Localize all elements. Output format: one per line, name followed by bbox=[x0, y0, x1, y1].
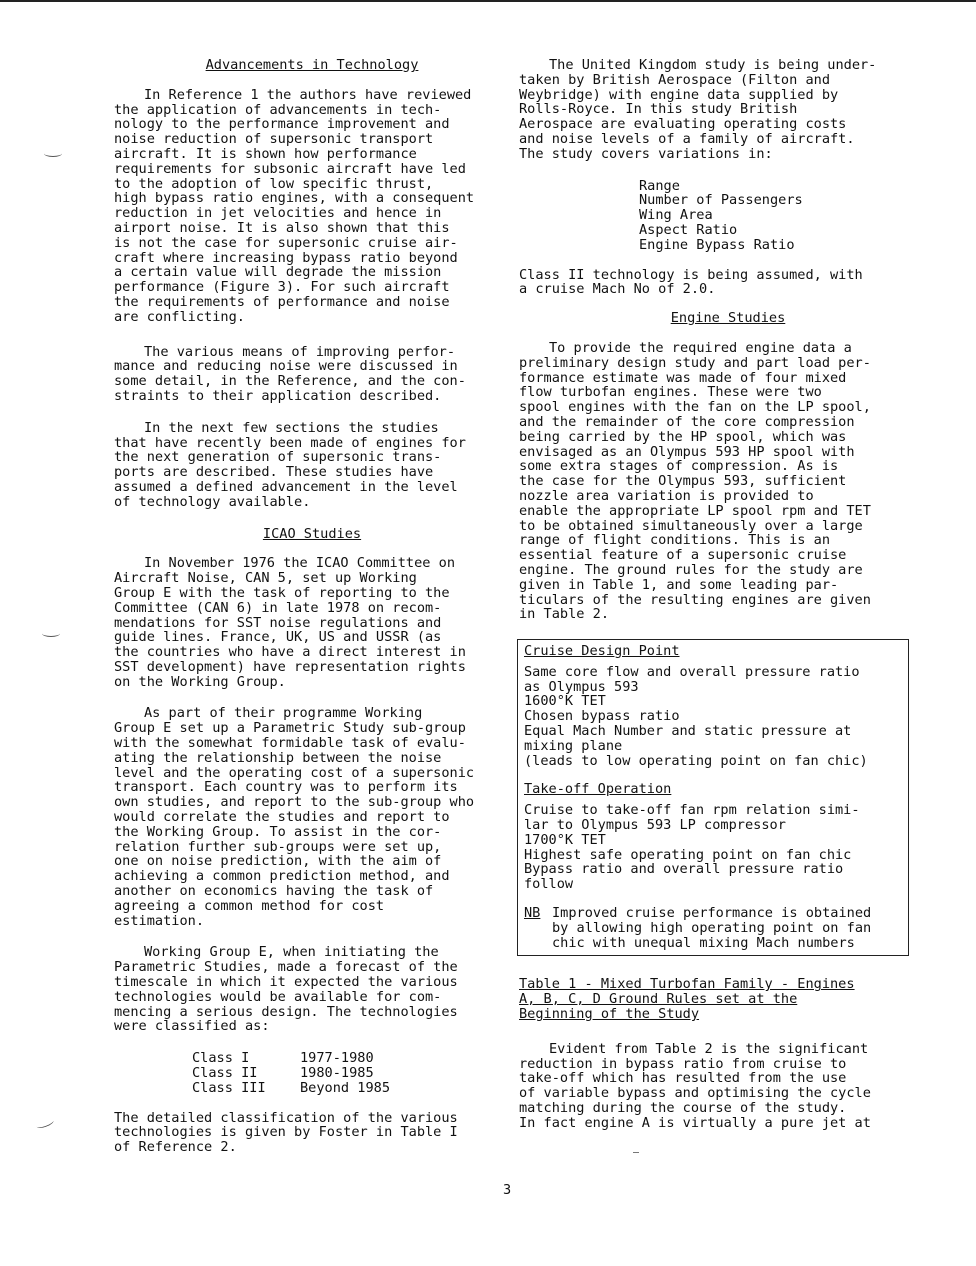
table-caption: Table 1 - Mixed Turbofan Family - Engines A, B, C, D Ground Rules set at the Beginning of the Study bbox=[519, 976, 855, 1023]
rule-item: 1600°K TET bbox=[524, 693, 606, 710]
margin-mark bbox=[42, 630, 60, 637]
rule-item: Same core flow and overall pressure ratio as Olympus 593 bbox=[524, 663, 860, 695]
ground-rules-table bbox=[517, 639, 909, 956]
paragraph: In Reference 1 the authors have reviewed the application of advancements in tech- nology to the performance improvement and noise reduction of supersonic transport aircraft. It is shown how performance requirements for subsonic aircraft have led to the adoption of low specific thrust, high bypass ratio engines, with a consequent reduction in jet velocities and hence in airport noise. It is also shown that this is not the case for supersonic cruise air- craft where increasing bypass ratio beyond a certain value will degrade the mission performance (Figure 3). For such aircraft the requirements of performance and noise are conflicting. bbox=[114, 86, 475, 325]
class-name: Class III bbox=[192, 1079, 266, 1096]
class-years: 1980-1985 bbox=[300, 1065, 374, 1082]
paragraph: The detailed classification of the various technologies is given by Foster in Table I of Reference 2. bbox=[114, 1109, 458, 1156]
table-row bbox=[192, 1051, 390, 1066]
table-row bbox=[192, 1066, 390, 1081]
paragraph: Working Group E, when initiating the Parametric Studies, made a forecast of the timescale in which it expected the various technologies would be available for com- mencing a serious design. The technologies were classified as: bbox=[114, 944, 458, 1035]
right-column bbox=[519, 58, 909, 1148]
section-heading-engine-studies: Engine Studies bbox=[670, 310, 786, 327]
nb-note bbox=[524, 906, 902, 950]
cruise-design-point-heading: Cruise Design Point bbox=[524, 643, 680, 660]
rule-item: Chosen bypass ratio bbox=[524, 708, 680, 725]
rule-item: Cruise to take-off fan rpm relation simi- lar to Olympus 593 LP compressor bbox=[524, 802, 860, 834]
class-years: Beyond 1985 bbox=[300, 1079, 391, 1096]
technology-class-table bbox=[192, 1051, 390, 1095]
left-column bbox=[114, 58, 510, 1172]
rule-item: Bypass ratio and overall pressure ratio follow bbox=[524, 861, 844, 893]
paragraph: To provide the required engine data a preliminary design study and part load per- formance estimate was made of four mixed flow turbofan engines. These were two spool engines with the fan on the LP spool, and the remainder of the core compression being carried by the HP spool, which was envisaged as an Olympus 593 HP spool with some extra stages of compression. As is the case for the Olympus 593, sufficient nozzle area variation is provided to enable the appropriate LP spool rpm and TET to be obtained simultaneously over a large range of flight conditions. This is an essential feature of a supersonic cruise engine. The ground rules for the study are given in Table 1, and some leading par- ticulars of the resulting engines are given in Table 2. bbox=[519, 339, 871, 623]
margin-mark bbox=[35, 1117, 54, 1130]
list-item: Wing Area bbox=[639, 207, 713, 224]
margin-mark bbox=[44, 150, 62, 157]
nb-text: Improved cruise performance is obtained by allowing high operating point on fan chic with unequal mixing Mach numbers bbox=[552, 905, 872, 951]
section-heading-icao: ICAO Studies bbox=[262, 525, 362, 542]
paragraph: In November 1976 the ICAO Committee on Aircraft Noise, CAN 5, set up Working Group E with the task of reporting to the Committee (CAN 6) in late 1978 on recom- mendations for SST noise regulations and guide lines. France, UK, US and USSR (as the countries who have a direct interest in SST development) have representation rights on the Working Group. bbox=[114, 555, 466, 690]
section-heading-advancements: Advancements in Technology bbox=[205, 57, 419, 73]
variations-list bbox=[519, 179, 909, 253]
class-name: Class II bbox=[192, 1065, 258, 1082]
rule-item: (leads to low operating point on fan chic) bbox=[524, 752, 868, 769]
paragraph: As part of their programme Working Group E set up a Parametric Study sub-group with the somewhat formidable task of evalu- ating the relationship between the noise level and the operating cost of a supersonic transport. Each country was to perform its own studies, and report to the sub-group who would correlate the studies and report to the Working Group. To assist in the cor- relation further sub-groups were set up, one on noise prediction, with the aim of achieving a common prediction method, and another on economics having the task of agreeing a common method for cost estimation. bbox=[114, 705, 475, 929]
rule-item: 1700°K TET bbox=[524, 831, 606, 848]
rule-item: Equal Mach Number and static pressure at mixing plane bbox=[524, 723, 852, 754]
paragraph: In the next few sections the studies that have recently been made of engines for the next generation of supersonic trans- ports are described. These studies have assumed a defined advancement in the level of technology available. bbox=[114, 419, 466, 510]
paragraph: Evident from Table 2 is the significant reduction in bypass ratio from cruise to take-off which has resulted from the use of variable bypass and optimising the cycle matching during the course of the study. In fact engine A is virtually a pure jet at bbox=[519, 1040, 871, 1131]
paragraph: The various means of improving perfor- mance and reducing noise were discussed in some detail, in the Reference, and the con- straints to their application described. bbox=[114, 343, 466, 404]
list-item: Aspect Ratio bbox=[639, 221, 738, 238]
paragraph: Class II technology is being assumed, with a cruise Mach No of 2.0. bbox=[519, 266, 863, 298]
class-name: Class I bbox=[192, 1050, 250, 1067]
table-row bbox=[192, 1081, 390, 1096]
list-item: Number of Passengers bbox=[639, 192, 803, 209]
nb-label: NB bbox=[524, 905, 541, 922]
page-number: 3 bbox=[503, 1182, 512, 1198]
class-years: 1977-1980 bbox=[300, 1050, 374, 1067]
list-item: Range bbox=[639, 177, 680, 194]
takeoff-operation-heading: Take-off Operation bbox=[524, 781, 672, 798]
page-top-border bbox=[0, 0, 976, 2]
stray-mark bbox=[633, 1152, 639, 1153]
paragraph: The United Kingdom study is being under- taken by British Aerospace (Filton and Weybridge) with engine data supplied by Rolls-Royce. In this study British Aerospace are evaluating operating costs and noise levels of a family of aircraft. The study covers variations in: bbox=[519, 57, 877, 162]
rule-item: Highest safe operating point on fan chic bbox=[524, 846, 852, 863]
list-item: Engine Bypass Ratio bbox=[639, 236, 795, 253]
